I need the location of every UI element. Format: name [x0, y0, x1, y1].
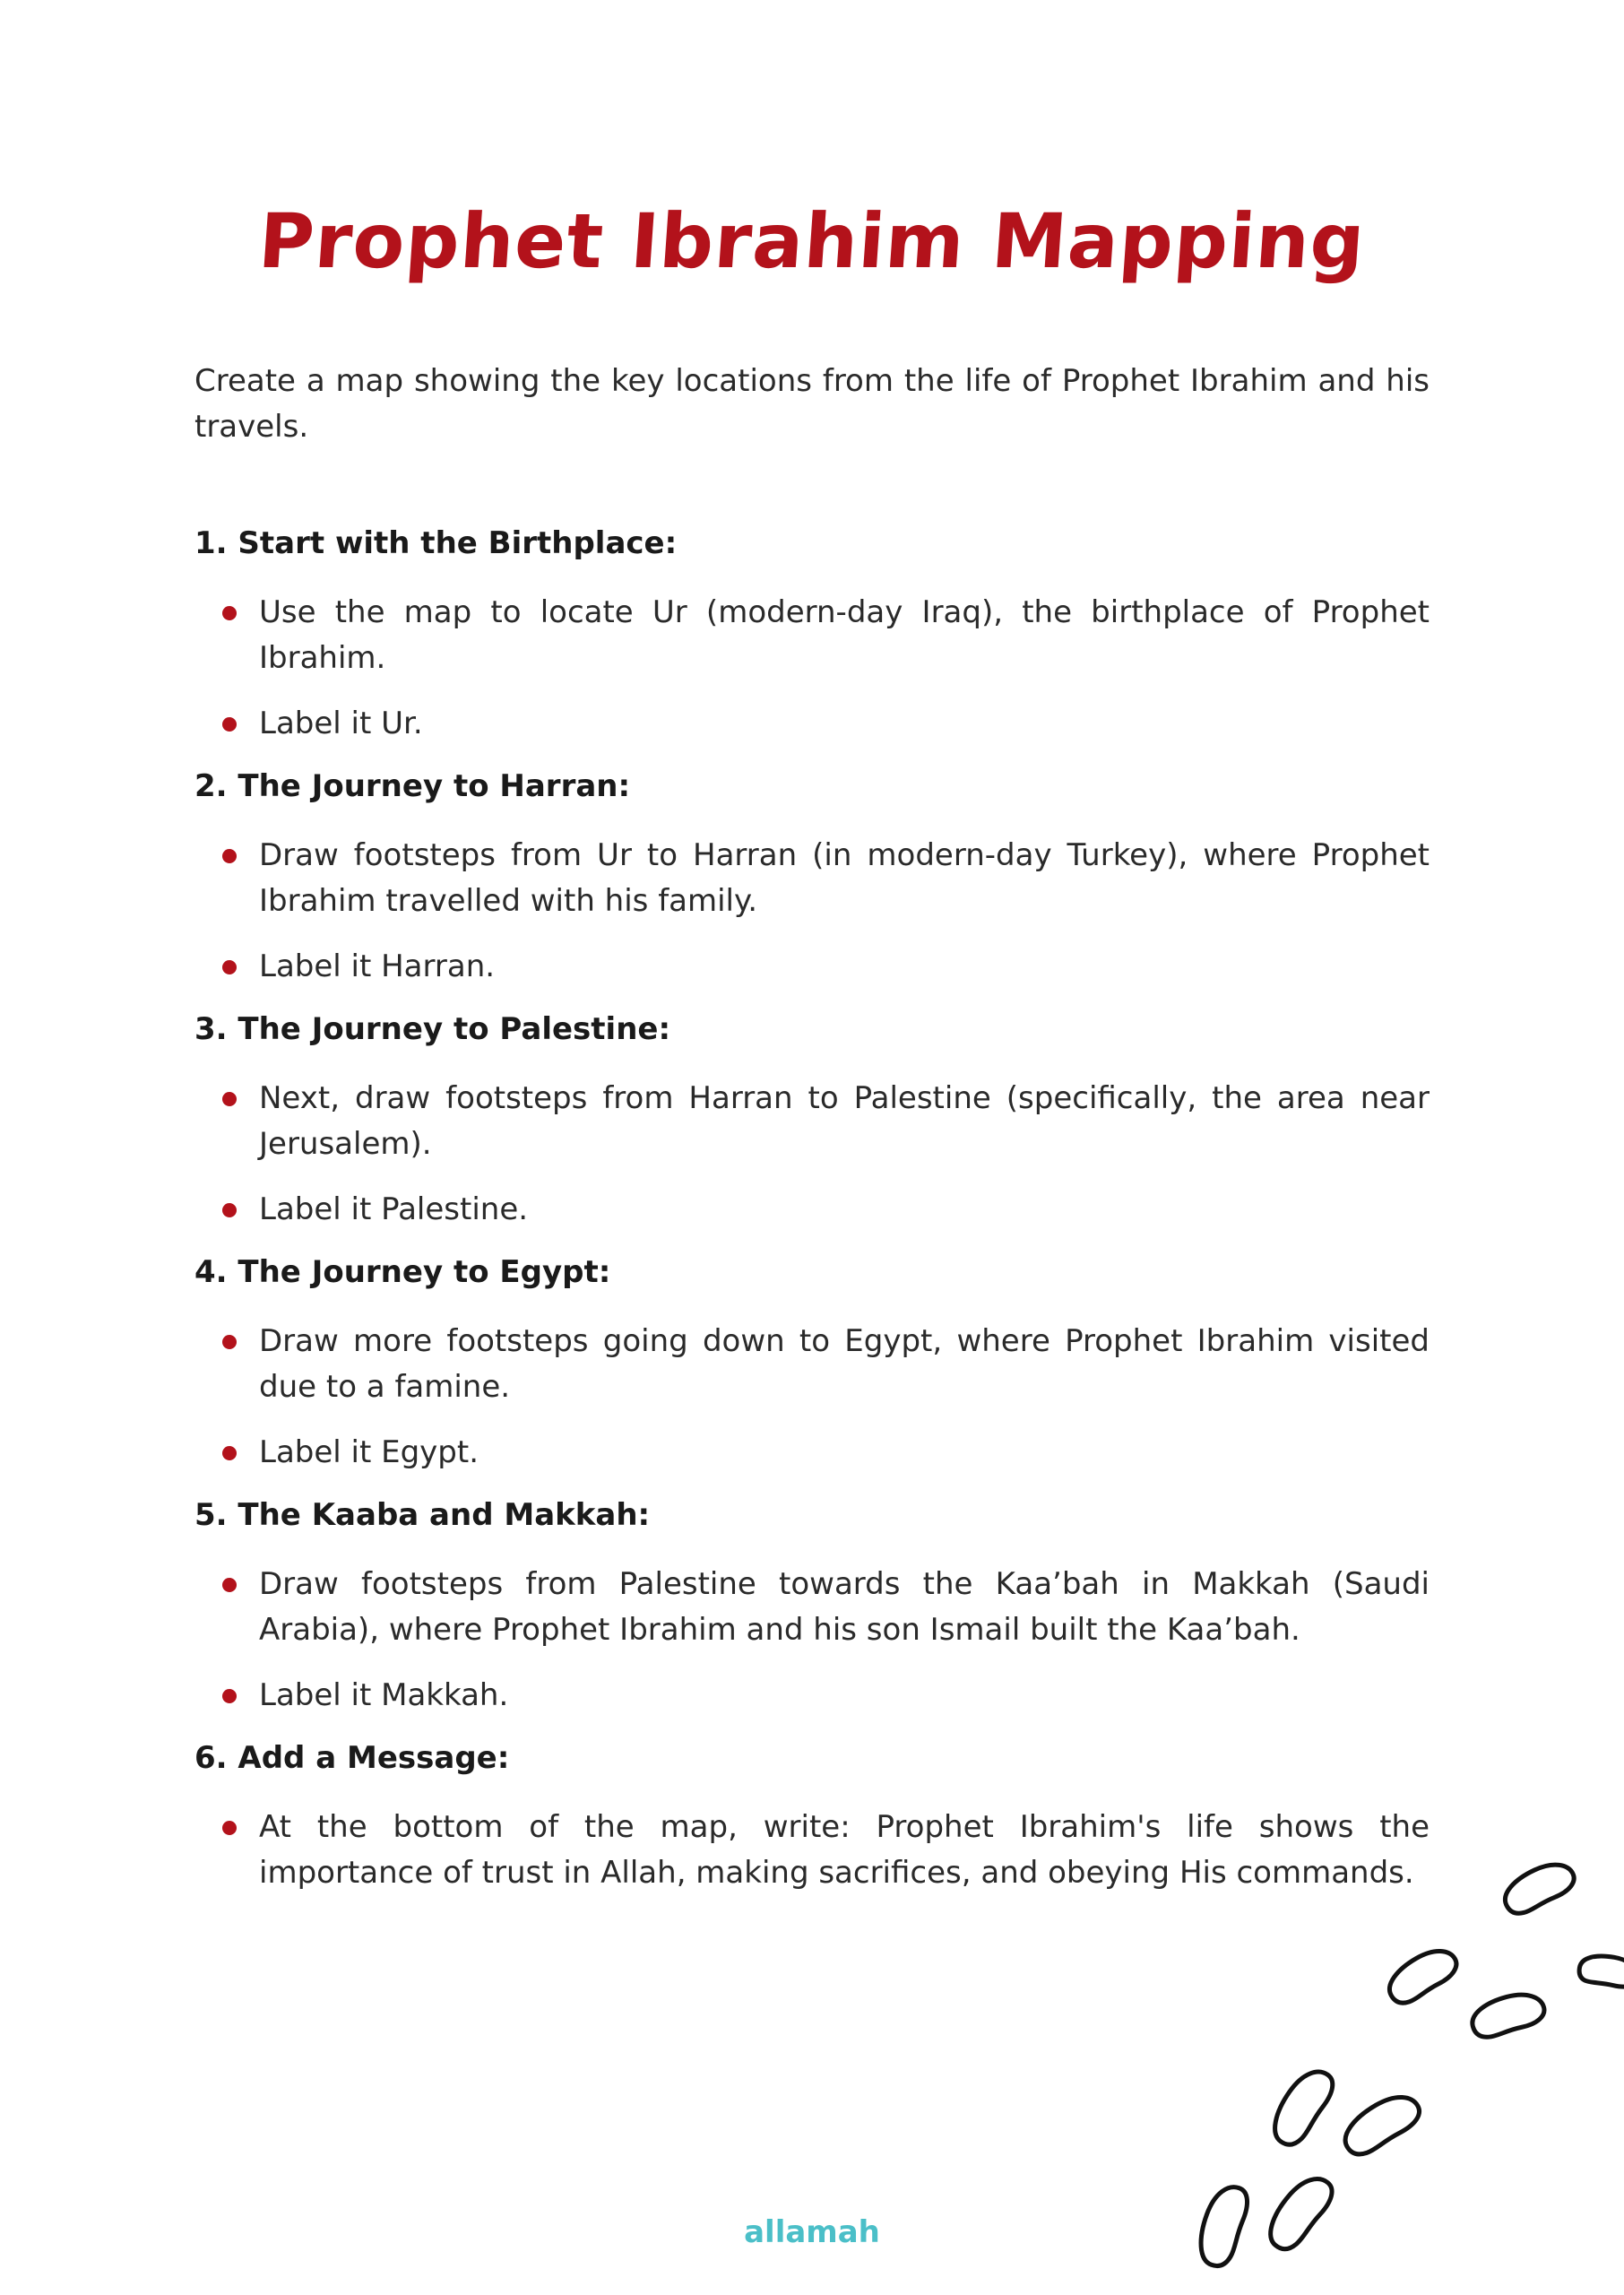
- list-item: [194, 1562, 1430, 1653]
- section-heading: 1. Start with the Birthplace:: [194, 525, 678, 561]
- list-item-text: Label it Egypt.: [259, 1434, 479, 1470]
- bullet-list: [194, 590, 1430, 747]
- list-item-text: Use the map to locate Ur (modern-day Iraq), the birthplace of Prophet Ibrahim.: [259, 594, 1430, 676]
- list-item-text: Next, draw footsteps from Harran to Palestine (specifically, the area near Jerusalem).: [259, 1080, 1430, 1162]
- list-item: [194, 1076, 1430, 1167]
- list-item-text: Draw footsteps from Palestine towards the Kaa’bah in Makkah (Saudi Arabia), where Prophet Ibrahim and his son Ismail built the Kaa’bah.: [259, 1566, 1430, 1648]
- bullet-dot-icon: [222, 1578, 237, 1592]
- bullet-list: [194, 833, 1430, 990]
- section-5: [194, 1495, 1430, 1719]
- bullet-dot-icon: [222, 1689, 237, 1703]
- list-item-text: Draw more footsteps going down to Egypt, where Prophet Ibrahim visited due to a famine.: [259, 1323, 1430, 1405]
- bullet-dot-icon: [222, 849, 237, 863]
- section-heading: 3. The Journey to Palestine:: [194, 1011, 671, 1047]
- page-title: Prophet Ibrahim Mapping: [255, 197, 1369, 285]
- worksheet-content: [194, 359, 1430, 1916]
- section-heading: 4. The Journey to Egypt:: [194, 1254, 611, 1290]
- bullet-dot-icon: [222, 1203, 237, 1217]
- list-item-text: Label it Ur.: [259, 706, 423, 741]
- list-item: [194, 1673, 1430, 1719]
- list-item-text: Label it Palestine.: [259, 1191, 529, 1227]
- bullet-list: [194, 1076, 1430, 1233]
- section-heading: 6. Add a Message:: [194, 1740, 510, 1776]
- list-item-text: Label it Makkah.: [259, 1677, 509, 1713]
- list-item: [194, 833, 1430, 924]
- list-item: [194, 1319, 1430, 1410]
- section-2: [194, 766, 1430, 990]
- list-item-text: Label it Harran.: [259, 948, 496, 984]
- intro-paragraph: Create a map showing the key locations from the life of Prophet Ibrahim and his travels.: [194, 363, 1430, 445]
- bullet-list: [194, 1319, 1430, 1476]
- bullet-dot-icon: [222, 1335, 237, 1349]
- list-item: [194, 944, 1430, 990]
- section-heading: 2. The Journey to Harran:: [194, 768, 631, 804]
- brand-logo: allamah: [744, 2214, 880, 2250]
- bullet-dot-icon: [222, 606, 237, 620]
- list-item: [194, 590, 1430, 681]
- bullet-dot-icon: [222, 960, 237, 974]
- section-4: [194, 1252, 1430, 1476]
- list-item: [194, 1187, 1430, 1233]
- bullet-dot-icon: [222, 1092, 237, 1106]
- bullet-dot-icon: [222, 1446, 237, 1460]
- section-1: [194, 524, 1430, 747]
- section-3: [194, 1009, 1430, 1233]
- list-item: [194, 701, 1430, 747]
- bullet-dot-icon: [222, 1821, 237, 1835]
- section-heading: 5. The Kaaba and Makkah:: [194, 1497, 651, 1533]
- list-item-text: At the bottom of the map, write: Prophet Ibrahim's life shows the importance of trust in Allah, making sacrifices, and obeying His commands.: [259, 1809, 1430, 1891]
- bullet-dot-icon: [222, 717, 237, 732]
- list-item-text: Draw footsteps from Ur to Harran (in modern-day Turkey), where Prophet Ibrahim travelled with his family.: [259, 837, 1430, 919]
- list-item: [194, 1430, 1430, 1476]
- bullet-list: [194, 1562, 1430, 1719]
